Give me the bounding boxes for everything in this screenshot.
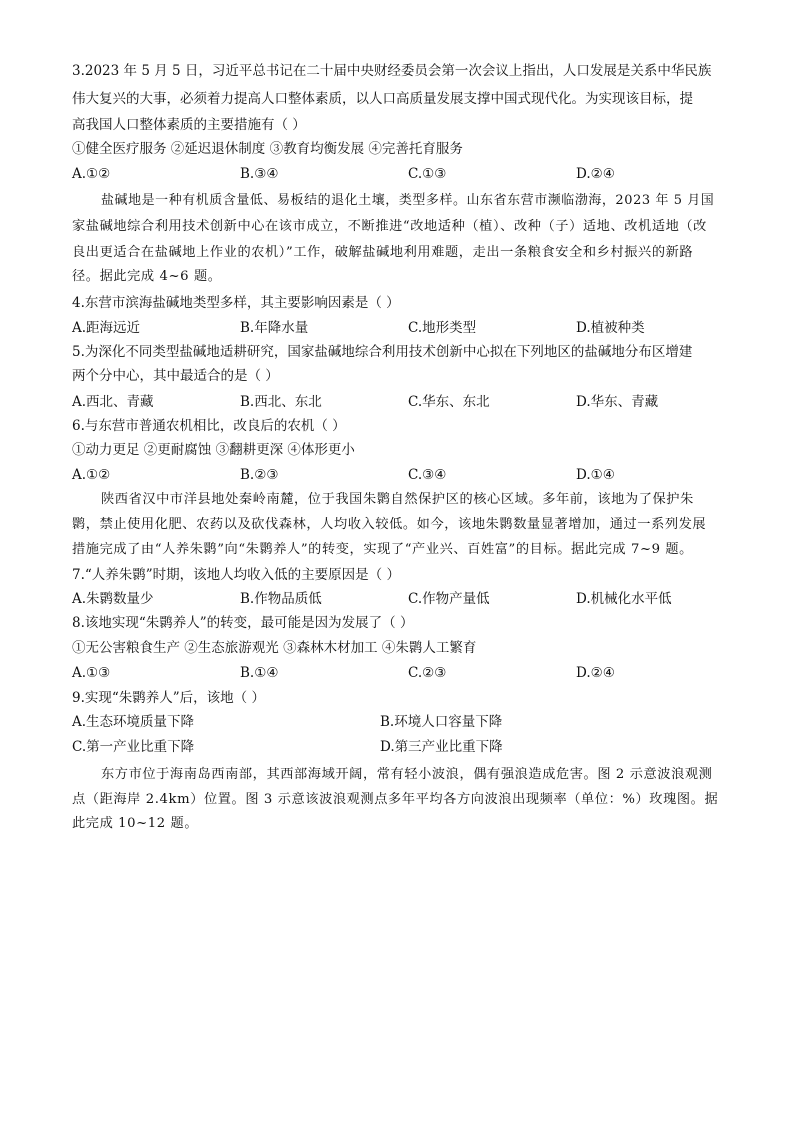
- q7-option-c: C.作物产量低: [408, 591, 490, 607]
- q9-option-a: A.生态环境质量下降: [72, 714, 195, 730]
- q6-choices: ①动力更足 ②更耐腐蚀 ③翻耕更深 ④体形更小: [72, 442, 355, 458]
- passage1-line-1: 盐碱地是一种有机质含量低、易板结的退化土壤，类型多样。山东省东营市濒临渤海，2023 年 5 月国: [101, 193, 715, 208]
- q5-option-d: D.华东、青藏: [576, 394, 659, 410]
- passage2-line-3: 措施完成了由“人养朱鹮”向“朱鹮养人”的转变，实现了“产业兴、百姓富”的目标。据此完成 7~9 题。: [72, 542, 693, 557]
- q8-option-c: C.②③: [408, 665, 447, 681]
- q7-option-d: D.机械化水平低: [576, 591, 672, 607]
- q3-option-a: A.①②: [72, 166, 111, 182]
- q3-option-c: C.①③: [408, 166, 447, 182]
- q6-option-c: C.③④: [408, 467, 447, 483]
- q3-stem-line-2: 伟大复兴的大事，必须着力提高人口整体素质，以人口高质量发展支撑中国式现代化。为实现该目标，提: [72, 91, 693, 107]
- q8-option-b: B.①④: [240, 665, 279, 681]
- q8-option-a: A.①③: [72, 665, 111, 681]
- q6-option-d: D.①④: [576, 467, 615, 483]
- q9-stem: 9.实现“朱鹮养人”后，该地（ ）: [72, 690, 265, 706]
- q5-stem-line-2: 两个分中心，其中最适合的是（ ）: [72, 368, 279, 384]
- q3-stem-line-3: 高我国人口整体素质的主要措施有（ ）: [72, 117, 306, 133]
- q7-option-a: A.朱鹮数量少: [72, 591, 154, 607]
- passage2-line-2: 鹮，禁止使用化肥、农药以及砍伐森林，人均收入较低。如今，该地朱鹮数量显著增加，通过一系列发展: [72, 517, 707, 532]
- passage2-line-1: 陕西省汉中市洋县地处秦岭南麓，位于我国朱鹮自然保护区的核心区域。多年前，该地为了保护朱: [101, 492, 694, 507]
- q5-option-a: A.西北、青藏: [72, 394, 154, 410]
- q6-stem: 6.与东营市普通农机相比，改良后的农机（ ）: [72, 418, 346, 434]
- q7-stem: 7.“人养朱鹮”时期，该地人均收入低的主要原因是（ ）: [72, 567, 400, 583]
- q6-option-a: A.①②: [72, 467, 111, 483]
- q3-option-b: B.③④: [240, 166, 279, 182]
- q8-stem: 8.该地实现“朱鹮养人”的转变，最可能是因为发展了（ ）: [72, 615, 414, 631]
- q3-option-d: D.②④: [576, 166, 615, 182]
- passage3-line-1: 东方市位于海南岛西南部，其西部海域开阔，常有轻小波浪，偶有强浪造成危害。图 2 示意波浪观测: [101, 767, 713, 782]
- passage1-line-4: 径。据此完成 4~6 题。: [72, 269, 222, 284]
- passage1-line-2: 家盐碱地综合利用技术创新中心在该市成立，不断推进“改地适种（植）、改种（子）适地、改机适地（改: [72, 219, 707, 234]
- q4-option-d: D.植被种类: [576, 320, 645, 336]
- q5-option-b: B.西北、东北: [240, 394, 322, 410]
- q9-option-c: C.第一产业比重下降: [72, 739, 195, 755]
- q3-stem-line-1: 3.2023 年 5 月 5 日，习近平总书记在二十届中央财经委员会第一次会议上指出，人口发展是关系中华民族: [72, 63, 712, 79]
- q4-option-b: B.年降水量: [240, 320, 309, 336]
- q3-choices: ①健全医疗服务 ②延迟退休制度 ③教育均衡发展 ④完善托育服务: [72, 141, 463, 157]
- q7-option-b: B.作物品质低: [240, 591, 322, 607]
- passage3-line-3: 此完成 10~12 题。: [72, 816, 199, 831]
- q5-option-c: C.华东、东北: [408, 394, 490, 410]
- q4-stem: 4.东营市滨海盐碱地类型多样，其主要影响因素是（ ）: [72, 295, 400, 311]
- q8-choices: ①无公害粮食生产 ②生态旅游观光 ③森林木材加工 ④朱鹮人工繁育: [72, 640, 477, 656]
- q4-option-a: A.距海远近: [72, 320, 141, 336]
- passage3-line-2: 点（距海岸 2.4km）位置。图 3 示意该波浪观测点多年平均各方向波浪出现频率（单位：%）玫瑰图。据: [72, 792, 719, 807]
- q6-option-b: B.②③: [240, 467, 279, 483]
- q8-option-d: D.②④: [576, 665, 615, 681]
- passage1-line-3: 良出更适合在盐碱地上作业的农机）”工作，破解盐碱地利用难题，走出一条粮食安全和乡村振兴的新路: [72, 245, 694, 260]
- q5-stem-line-1: 5.为深化不同类型盐碱地适耕研究，国家盐碱地综合利用技术创新中心拟在下列地区的盐碱地分布区增建: [72, 344, 693, 360]
- q9-option-b: B.环境人口容量下降: [380, 714, 503, 730]
- q9-option-d: D.第三产业比重下降: [380, 739, 503, 755]
- q4-option-c: C.地形类型: [408, 320, 477, 336]
